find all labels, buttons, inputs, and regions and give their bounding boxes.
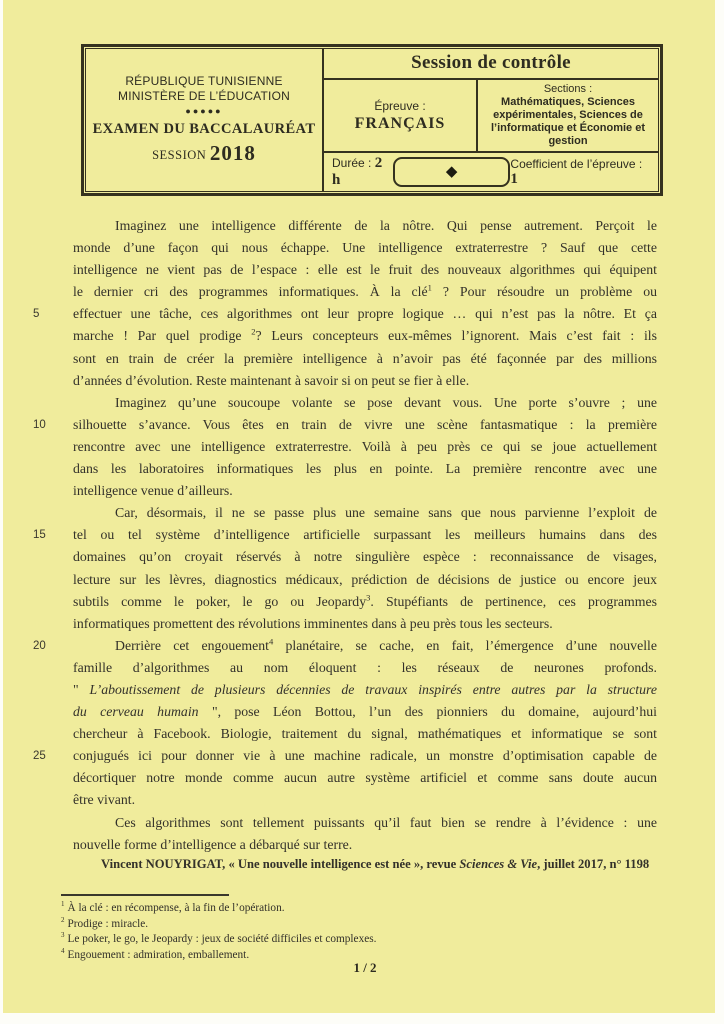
text-line [73,480,657,502]
text-line [73,215,657,237]
text-segment: être vivant. [73,792,136,808]
footnote-number: 2 [61,915,65,924]
text-segment: décortiquer notre monde comme aucun autre système artificiel et comme sans doute aucun [73,770,657,786]
text-segment: conjugués ici pour donner vie à une machine radicale, un monstre d’optimisation capable de [73,748,657,764]
text-segment: subtils comme le poker, le go ou Jeopardy [73,593,367,609]
footnote-item [61,917,661,933]
text-segment: planétaire, se cache, en fait, l’émergence d’une nouvelle [273,637,657,653]
text-line [73,591,657,613]
text-segment: effectuer une tâche, ces algorithmes ont leur propre logique … qui n’est pas la nôtre. Et ça [73,306,657,322]
duration [332,155,393,189]
text-segment: L’aboutissement de plusieurs décennies de travaux inspirés entre autres par la structure [89,681,657,697]
footnote-item [61,901,661,917]
text-line [73,569,657,591]
text-segment: intelligence venue d’ailleurs. [73,483,233,499]
text-line [73,834,657,856]
session-line [152,141,256,166]
text-segment: Ces algorithmes sont tellement puissants qu’il faut bien se rendre à l’évidence : une [115,814,657,830]
text-segment: marche ! Par quel prodige [73,328,252,344]
footnote-text: Engouement : admiration, emballement. [67,948,250,961]
text-line [33,303,657,325]
text-segment: intelligence ne vient pas de l’espace : elle est le fruit des nouveaux algorithmes qui équipent [73,262,657,278]
exam-header-box [81,44,663,196]
text-line [73,767,657,789]
line-number: 10 [33,418,46,431]
footnote-text: Prodige : miracle. [67,917,149,930]
footnote-list [61,901,661,963]
header-left-cell [86,49,324,191]
exam-title: EXAMEN DU BACCALAURÉAT [92,121,316,137]
text-line [73,546,657,568]
text-line [73,348,657,370]
text-segment: lecture sur les lèvres, diagnostics médicaux, prédiction de décisions de justice ou encore jeux [73,571,657,587]
header-right-cell [324,49,658,191]
sections-cell [478,80,658,151]
text-segment: du cerveau humain [73,704,212,720]
text-segment: monde d’une façon qui nous échappe. Une intelligence extraterrestre ? Sauf que cette [73,240,657,256]
text-segment: informatiques promettent des révolutions imminentes dans à peu près tous les secteurs. [73,615,553,631]
coefficient-label: Coefficient de l’épreuve : [510,156,643,171]
attribution-line [101,857,716,872]
text-segment: , juillet 2017, n° 1198 [537,857,650,871]
republic-line: RÉPUBLIQUE TUNISIENNE [125,74,283,88]
text-line [73,613,657,635]
footnote-number: 3 [61,931,65,940]
line-number: 15 [33,529,46,542]
text-line [73,458,657,480]
text-segment: famille d’algorithmes au nom éloquent : les réseaux de neurones profonds. [73,659,657,675]
text-line [33,524,657,546]
text-line [73,325,657,347]
text-segment: silhouette s’avance. Vous êtes en train de vivre une scène fantasmatique : la première [73,416,657,432]
paper [3,0,715,1013]
footnote-number: 4 [61,947,65,956]
footnote-text: À la clé : en récompense, à la fin de l’opération. [67,902,285,914]
text-line [73,259,657,281]
sections-value: Mathématiques, Sciences expérimentales, Sciences de l’informatique et Économie et gestion [490,96,646,147]
coefficient-value: 1 [510,170,518,187]
text-line [73,502,657,524]
line-number: 5 [33,308,40,321]
ministry-line: MINISTÈRE DE L’ÉDUCATION [118,89,290,103]
text-segment: " [73,681,90,697]
footnote-number: 1 [61,900,65,909]
duration-value: 2 h [332,155,383,188]
footnote-text: Le poker, le go, le Jeopardy : jeux de société difficiles et complexes. [67,933,377,946]
text-line [73,679,657,701]
footnote-ref: 2 [251,326,256,337]
epreuve-label: Épreuve : [374,98,426,113]
text-segment: domaines qu’on croyait réservés à notre singulière espèce : reconnaissance de visages, [73,549,657,565]
exam-header-inner [85,48,659,192]
diamond-icon: ◆ [445,163,458,180]
text-segment: Sciences & Vie [459,857,538,871]
text-segment: dans les laboratoires informatiques les plus en pointe. La première rencontre avec une [73,461,657,477]
session-year: 2018 [209,141,256,165]
footnote-ref: 1 [427,282,432,293]
text-segment: Imaginez qu’une soucoupe volante se pose devant vous. Une porte s’ouvre ; une [115,394,657,410]
text-segment: ", pose Léon Bottou, l’un des pionniers du domaine, aujourd’hui [211,704,657,720]
text-line [33,414,657,436]
text-segment: chercheur à Facebook. Biologie, traitement du signal, mathématiques et informatique se sont [73,726,657,742]
duration-label: Durée : [332,156,372,170]
text-segment: ? Pour résoudre un problème ou [431,284,657,300]
footnote-rule [61,894,229,896]
session-title: Session de contrôle [324,49,658,80]
text-segment: Imaginez une intelligence différente de la nôtre. Qui pense autrement. Perçoit le [115,218,657,233]
text-segment: Derrière cet engouement [115,637,269,653]
footnote-item [61,932,661,948]
text-line [73,812,657,834]
text-line [73,237,657,259]
text-line [73,281,657,303]
dots-separator: ●●●●● [185,106,223,116]
sections-label: Sections : [543,83,593,95]
reading-text [33,215,657,856]
text-line [73,657,657,679]
diamond-plaque [393,157,510,187]
session-label: SESSION [152,148,207,162]
text-line [73,789,657,811]
text-segment: Car, désormais, il ne se passe plus une semaine sans que nous parvienne l’exploit de [115,505,657,521]
footnote-ref: 4 [268,636,274,647]
coefficient [510,157,650,188]
text-line [73,392,657,414]
footnote-ref: 3 [366,592,371,602]
text-line [73,370,657,392]
text-line [73,436,657,458]
text-segment: Vincent NOUYRIGAT, « Une nouvelle intelligence est née », revue [101,857,460,871]
line-number: 25 [33,750,46,763]
line-number: 20 [33,639,46,652]
text-segment: ? Leurs concepteurs eux-mêmes l’ignorent. Mais c’est fait : ils [255,328,657,344]
text-segment: rencontre avec une intelligence extraterrestre. Voilà à peu près ce qui se joue actuellement [73,438,657,454]
header-middle-row [324,80,658,153]
text-segment: le dernier cri des programmes informatiques. À la clé [73,284,428,300]
duration-row [324,153,658,191]
text-segment: tel ou tel système d’intelligence artificielle surpassant les meilleurs humains dans des [73,527,657,543]
text-line [33,745,657,767]
text-line [73,701,657,723]
text-segment: . Stupéfiants de pertinence, ces programmes [370,593,657,609]
text-line [73,723,657,745]
text-segment: nouvelle forme d’intelligence a débarqué sur terre. [73,836,353,852]
epreuve-cell [324,80,478,151]
page-number: 1 / 2 [353,960,377,975]
text-segment: sont en train de créer la première intelligence à n’avoir pas été façonnée par des millions [73,350,657,366]
text-segment: d’années d’évolution. Reste maintenant à savoir si on peut se fier à elle. [73,372,470,388]
footnotes [61,894,661,963]
epreuve-value: FRANÇAIS [354,114,446,132]
text-line [33,635,657,657]
